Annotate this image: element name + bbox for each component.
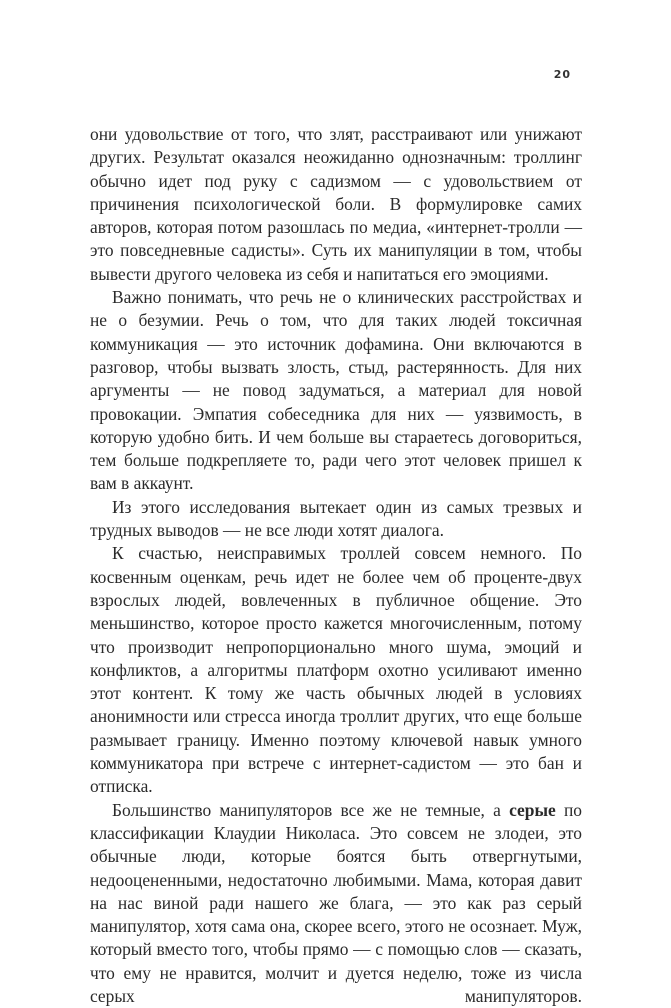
bold-term: серые bbox=[509, 799, 556, 820]
paragraph-4: К счастью, неисправимых троллей совсем немного. По косвенным оценкам, речь идет не более чем об проценте-двух взрослых людей, вовлеченных в публичное общение. Это меньшинство, которое просто кажется многочисленным, потому что производит непропорционально много шума, эмоций и конфликтов, а алгоритмы платформ охотно усиливают именно этот контент. К тому же часть обычных людей в условиях анонимности или стресса иногда троллит других, что еще больше размывает границу. Именно поэтому ключевой навык умного коммуникатора при встрече с интернет-садистом — это бан и отписка. bbox=[90, 543, 582, 797]
paragraph-5 bbox=[90, 799, 582, 1008]
paragraph-3: Из этого исследования вытекает один из самых трезвых и трудных выводов — не все люди хотят диалога. bbox=[90, 496, 582, 541]
page-number: 20 bbox=[553, 68, 571, 81]
paragraph-5-end: по классификации Клаудии Николаса. Это совсем не злодеи, это обычные люди, которые боятся быть отвергнутыми, недооцененными, недостаточно любимыми. Мама, которая давит на нас виной ради нашего же блага, — это как раз серый манипулятор, хотя сама она, скорее всего, этого не осознает. Муж, который вместо того, чтобы прямо — с помощью слов — сказать, что ему не нравится, молчит и дуется неделю, тоже из числа серых манипуляторов. bbox=[90, 799, 583, 1006]
paragraph-5-start: Большинство манипуляторов все же не темные, а bbox=[112, 799, 510, 820]
paragraph-2: Важно понимать, что речь не о клинических расстройствах и не о безумии. Речь о том, что для таких людей токсичная коммуникация — это источник дофамина. Они включаются в разговор, чтобы вызвать злость, стыд, растерянность. Для них аргументы — не повод задуматься, а материал для новой провокации. Эмпатия собеседника для них — уязвимость, в которую удобно бить. И чем больше вы стараетесь договориться, тем больше подкрепляете то, ради чего этот человек пришел к вам в аккаунт. bbox=[90, 287, 582, 494]
body-text bbox=[90, 123, 582, 1008]
paragraph-1: они удовольствие от того, что злят, расстраивают или унижают других. Результат оказался неожиданно однозначным: троллинг обычно идет под руку с садизмом — с удовольствием от причинения психологической боли. В формулировке самих авторов, которая потом разошлась по медиа, «интернет-тролли — это повседневные садисты». Суть их манипуляции в том, чтобы вывести другого человека из себя и напитаться его эмоциями. bbox=[90, 124, 582, 284]
